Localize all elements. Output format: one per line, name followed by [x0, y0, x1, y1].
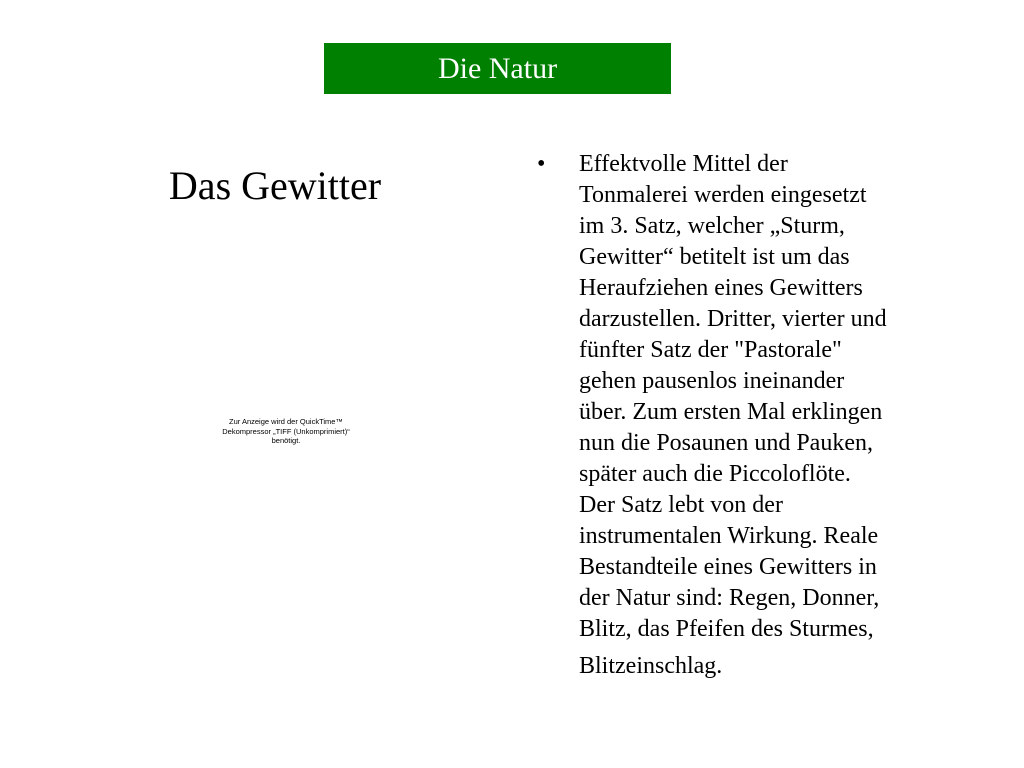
text-line: nun die Posaunen und Pauken,	[579, 430, 873, 456]
text-line: der Natur sind: Regen, Donner,	[579, 585, 880, 611]
bullet-text	[579, 149, 967, 682]
text-line: Blitz, das Pfeifen des Sturmes,	[579, 616, 874, 642]
text-line: Effektvolle Mittel der	[579, 151, 788, 177]
text-line: über. Zum ersten Mal erklingen	[579, 399, 883, 425]
text-line: fünfter Satz der "Pastorale"	[579, 337, 842, 363]
text-line: Der Satz lebt von der	[579, 492, 783, 518]
text-line: instrumentalen Wirkung. Reale	[579, 523, 879, 549]
placeholder-line: benötigt.	[271, 436, 301, 445]
bullet-item	[537, 149, 967, 682]
bullet-icon: •	[537, 151, 546, 177]
text-line: im 3. Satz, welcher „Sturm,	[579, 213, 845, 239]
text-line: Gewitter“ betitelt ist um das	[579, 244, 850, 270]
header-title: Die Natur	[437, 52, 558, 85]
placeholder-line: Dekompressor „TIFF (Unkomprimiert)“	[222, 426, 350, 436]
text-line: darzustellen. Dritter, vierter und	[579, 306, 887, 332]
text-line: später auch die Piccoloflöte.	[579, 461, 851, 487]
text-line: Heraufziehen eines Gewitters	[579, 275, 863, 301]
text-line: Tonmalerei werden eingesetzt	[579, 182, 867, 208]
placeholder-line: Zur Anzeige wird der QuickTime™	[229, 417, 343, 426]
text-line: Bestandteile eines Gewitters in	[579, 554, 877, 580]
text-line: gehen pausenlos ineinander	[579, 368, 845, 394]
quicktime-image-placeholder	[196, 417, 376, 446]
slide-title: Das Gewitter	[168, 163, 382, 208]
header-banner	[324, 43, 671, 94]
text-line: Blitzeinschlag.	[579, 653, 723, 679]
bullet-list	[537, 149, 967, 682]
